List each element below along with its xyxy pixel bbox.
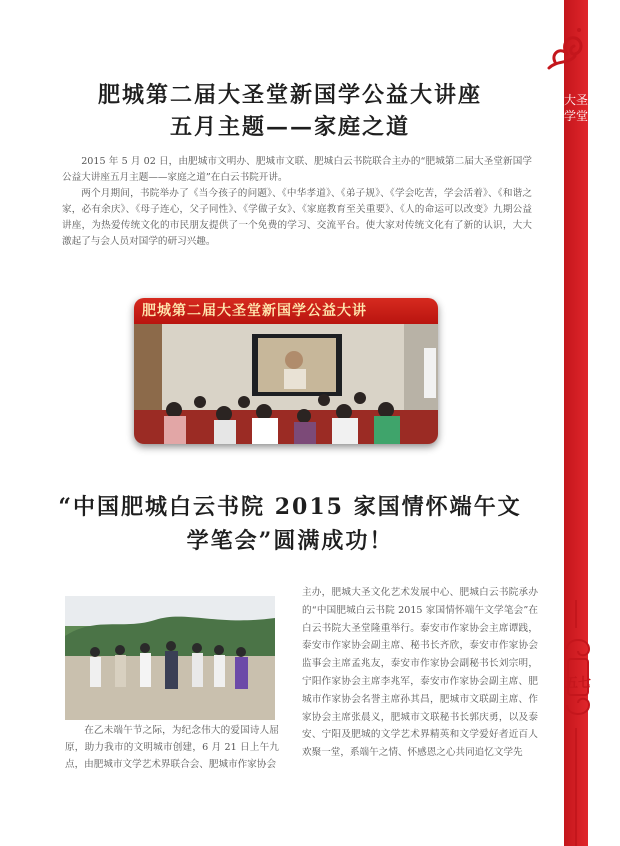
group-photo <box>65 596 275 720</box>
article1-title-line2: 五月主题——家庭之道 <box>169 114 410 140</box>
article2-paragraph: 在乙未端午节之际，为纪念伟大的爱国诗人屈原，助力我市的文明城市创建，6 月 21 日上午九点，由肥城市文学艺术界联合会、肥城市作家协会 <box>65 725 279 770</box>
lecture-photo <box>134 298 438 444</box>
sidebar-label: 大圣学堂 <box>564 93 589 123</box>
sidebar-divider <box>575 600 577 628</box>
sidebar-divider <box>575 728 577 846</box>
page-number: 五七 <box>564 676 591 691</box>
lecture-room-image <box>134 298 438 444</box>
article1-paragraph: 2015 年 5 月 02 日，由肥城市文明办、肥城市文联、肥城白云书院联合主办的“肥城第二届大圣堂新国学公益大讲座五月主题——家庭之道”在白云书院开讲。 <box>62 156 532 183</box>
article1-paragraph: 两个月期间，书院举办了《当今孩子的问题》、《中华孝道》、《弟子规》、《学会吃苦，学会活着》、《和谐之家，必有余庆》、《母子连心，父子同性》、《学做子女》、《家庭教育至关重要》、《人的命运可以改变》九期公益讲座，为热爱传统文化的市民朋友提供了一个免费的学习、交流平台。使大家对传统文化有了新的认识，大大激起了与会人员对国学的研习兴趣。 <box>62 188 532 247</box>
article2-title-line1: “中国肥城白云书院 2015 家国情怀端午文 <box>58 494 522 520</box>
article2-paragraph: 主办，肥城大圣文化艺术发展中心、肥城白云书院承办的“中国肥城白云书院 2015 家国情怀端午文学笔会”在白云书院大圣堂隆重举行。泰安市作家协会主席谭践，泰安市作家协会副主席、秘书长齐欣，泰安市作家协会监事会主席孟兆友，泰安市作家协会副秘书长刘宗明，宁阳作家协会主席李兆军，泰安市作家协会副主席、肥城市作家协会名誉主席孙其昌，肥城市文联副主席、作家协会主席张晨义，肥城市文联秘书长郭庆勇，以及泰安、宁阳及肥城的文学艺术界精英和文学爱好者近百人欢聚一堂，系端午之情、怀感恩之心共同追忆文学先 <box>302 587 538 759</box>
article1-title-line1: 肥城第二届大圣堂新国学公益大讲座 <box>97 82 482 108</box>
article1-body <box>62 154 532 250</box>
article2-left-column <box>65 722 279 773</box>
article2-right-column <box>302 584 538 762</box>
cloud-emblem-icon <box>543 24 587 78</box>
photo-banner-text: 肥城第二届大圣堂新国学公益大讲 <box>134 298 438 324</box>
group-outdoor-image <box>65 596 275 720</box>
article2-title-line2: 学笔会”圆满成功！ <box>186 528 394 554</box>
